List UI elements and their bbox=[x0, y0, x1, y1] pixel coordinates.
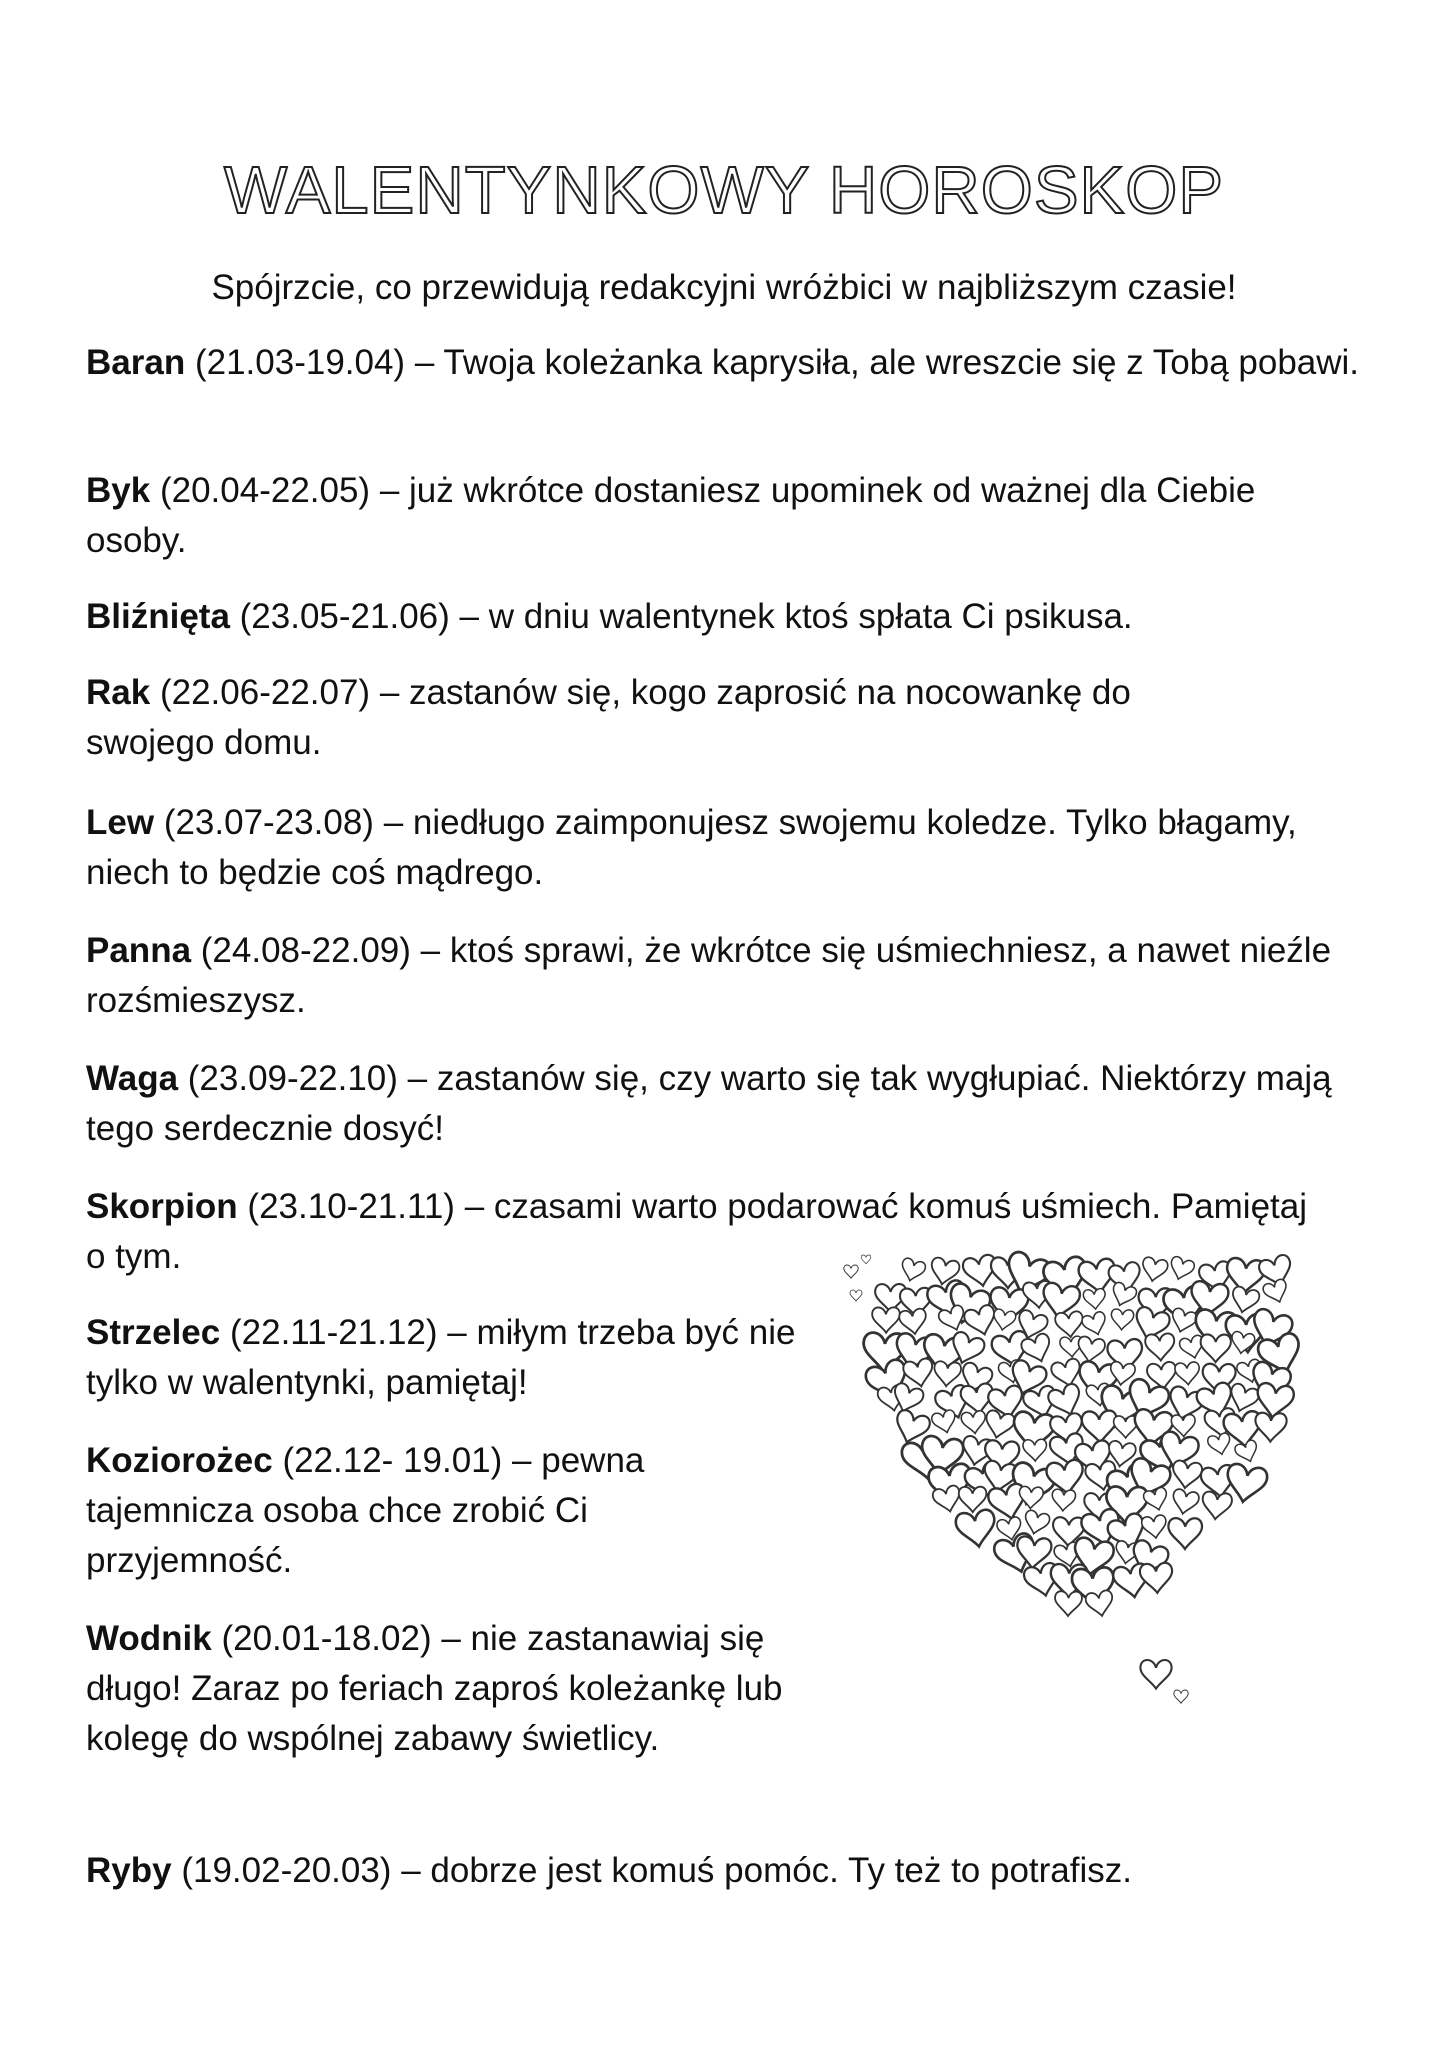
horoscope-entry-byk bbox=[86, 466, 1286, 566]
sign-text: – miłym trzeba być nie tylko w walentynki, pamiętaj! bbox=[86, 1313, 796, 1402]
small-heart-icon bbox=[850, 1290, 862, 1301]
sign-dates: (19.02-20.03) bbox=[181, 1851, 392, 1890]
sign-text: – już wkrótce dostaniesz upominek od ważnej dla Ciebie osoby. bbox=[86, 471, 1256, 560]
small-heart-icon bbox=[1109, 1281, 1138, 1309]
heart-of-hearts-icon bbox=[836, 1250, 1336, 1710]
small-heart-icon bbox=[961, 1410, 987, 1435]
sign-name: Baran bbox=[86, 343, 186, 382]
sign-text: – dobrze jest komuś pomóc. Ty też to potrafisz. bbox=[401, 1851, 1132, 1890]
intro-text: Spójrzcie, co przewidują redakcyjni wróżbici w najbliższym czasie! bbox=[211, 268, 1237, 307]
small-heart-icon bbox=[1018, 1486, 1043, 1509]
small-heart-icon bbox=[959, 1487, 987, 1513]
small-heart-icon bbox=[844, 1265, 858, 1278]
horoscope-entry-ryby bbox=[86, 1846, 1386, 1896]
small-heart-icon bbox=[1168, 1518, 1202, 1549]
horoscope-entry-panna bbox=[86, 926, 1386, 1026]
sign-name: Strzelec bbox=[86, 1313, 221, 1352]
small-heart-icon bbox=[1139, 1562, 1173, 1593]
horoscope-entry-lew bbox=[86, 798, 1306, 898]
small-heart-icon bbox=[1140, 1256, 1169, 1283]
small-heart-icon bbox=[1140, 1660, 1171, 1689]
small-heart-icon bbox=[1207, 1432, 1233, 1457]
sign-text: – ktoś sprawi, że wkrótce się uśmiechniesz, a nawet nieźle rozśmieszysz. bbox=[86, 931, 1332, 1020]
small-heart-icon bbox=[1051, 1489, 1076, 1512]
horoscope-entry-blizneta bbox=[86, 592, 1386, 642]
small-heart-icon bbox=[1229, 1285, 1261, 1315]
small-heart-icon bbox=[955, 1509, 999, 1550]
small-heart-icon bbox=[1110, 1309, 1134, 1331]
sign-dates: (23.05-21.06) bbox=[239, 597, 450, 636]
small-heart-icon bbox=[1167, 1255, 1196, 1282]
small-heart-icon bbox=[1022, 1509, 1051, 1536]
small-heart-icon bbox=[1201, 1491, 1233, 1521]
small-heart-icon bbox=[1081, 1410, 1117, 1444]
small-heart-icon bbox=[1170, 1460, 1203, 1490]
sign-text: – zastanów się, kogo zaprosić na nocowankę do swojego domu. bbox=[86, 673, 1131, 762]
small-heart-icon bbox=[898, 1308, 928, 1336]
sign-dates: (22.11-21.12) bbox=[229, 1313, 438, 1352]
sign-text: – w dniu walentynek ktoś spłata Ci psikusa. bbox=[459, 597, 1133, 636]
small-heart-icon bbox=[1262, 1278, 1291, 1306]
small-heart-icon bbox=[1023, 1439, 1047, 1461]
small-heart-icon bbox=[899, 1257, 927, 1284]
sign-dates: (22.12- 19.01) bbox=[282, 1441, 503, 1480]
small-heart-icon bbox=[1234, 1439, 1261, 1465]
horoscope-entry-waga bbox=[86, 1054, 1396, 1154]
small-heart-icon bbox=[982, 1409, 1015, 1441]
sign-name: Koziorożec bbox=[86, 1441, 273, 1480]
small-heart-icon bbox=[932, 1484, 964, 1514]
sign-text: – czasami warto podarować komuś uśmiech. Pamiętaj o tym. bbox=[86, 1187, 1307, 1276]
small-heart-icon bbox=[1081, 1311, 1110, 1338]
sign-name: Panna bbox=[86, 931, 192, 970]
sign-dates: (23.07-23.08) bbox=[163, 803, 374, 842]
small-heart-icon bbox=[1230, 1331, 1256, 1355]
sign-name: Rak bbox=[86, 673, 151, 712]
small-heart-icon bbox=[902, 1358, 935, 1390]
horoscope-entry-koziorozec bbox=[86, 1436, 706, 1586]
sign-dates: (23.10-21.11) bbox=[247, 1187, 455, 1226]
small-heart-icon bbox=[933, 1361, 962, 1388]
sign-text: – Twoja koleżanka kaprysiła, ale wreszcie się z Tobą pobawi. bbox=[414, 343, 1360, 382]
horoscope-entry-strzelec bbox=[86, 1308, 826, 1408]
sign-name: Waga bbox=[86, 1059, 179, 1098]
sign-name: Lew bbox=[86, 803, 155, 842]
small-heart-icon bbox=[1083, 1288, 1107, 1310]
small-heart-icon bbox=[1145, 1333, 1176, 1361]
sign-dates: (24.08-22.09) bbox=[200, 931, 411, 970]
sign-name: Byk bbox=[86, 471, 151, 510]
page-title: WALENTYNKOWY HOROSKOP bbox=[223, 153, 1225, 228]
sign-name: Wodnik bbox=[86, 1619, 212, 1658]
sign-dates: (22.06-22.07) bbox=[159, 673, 371, 712]
sign-name: Ryby bbox=[86, 1851, 172, 1890]
sign-dates: (20.04-22.05) bbox=[159, 471, 371, 510]
small-heart-icon bbox=[1170, 1488, 1200, 1516]
small-heart-icon bbox=[1076, 1336, 1106, 1365]
sign-text: – niedługo zaimponujesz swojemu koledze. Tylko błagamy, niech to będzie coś mądrego. bbox=[86, 803, 1297, 892]
small-heart-icon bbox=[1085, 1589, 1116, 1618]
small-heart-icon bbox=[1055, 1311, 1085, 1339]
sign-dates: (21.03-19.04) bbox=[194, 343, 406, 382]
small-heart-icon bbox=[991, 1308, 1016, 1332]
small-heart-icon bbox=[872, 1307, 900, 1333]
horoscope-entry-rak bbox=[86, 668, 1266, 768]
sign-text: – nie zastanawiaj się długo! Zaraz po feriach zaproś koleżankę lub kolegę do wspólnej zabawy świetlicy. bbox=[86, 1619, 783, 1758]
small-heart-icon bbox=[861, 1255, 871, 1264]
small-heart-icon bbox=[1174, 1690, 1188, 1703]
sign-dates: (20.01-18.02) bbox=[221, 1619, 432, 1658]
horoscope-entry-wodnik bbox=[86, 1614, 826, 1764]
sign-name: Bliźnięta bbox=[86, 597, 230, 636]
sign-text: – pewna tajemnicza osoba chce zrobić Ci przyjemność. bbox=[86, 1441, 645, 1580]
small-heart-icon bbox=[1141, 1514, 1168, 1539]
sign-name: Skorpion bbox=[86, 1187, 238, 1226]
horoscope-entry-baran bbox=[86, 338, 1386, 388]
small-heart-icon bbox=[1175, 1362, 1201, 1386]
sign-dates: (23.09-22.10) bbox=[187, 1059, 398, 1098]
sign-text: – zastanów się, czy warto się tak wygłupiać. Niektórzy mają tego serdecznie dosyć! bbox=[86, 1059, 1332, 1148]
small-heart-icon bbox=[931, 1409, 959, 1435]
